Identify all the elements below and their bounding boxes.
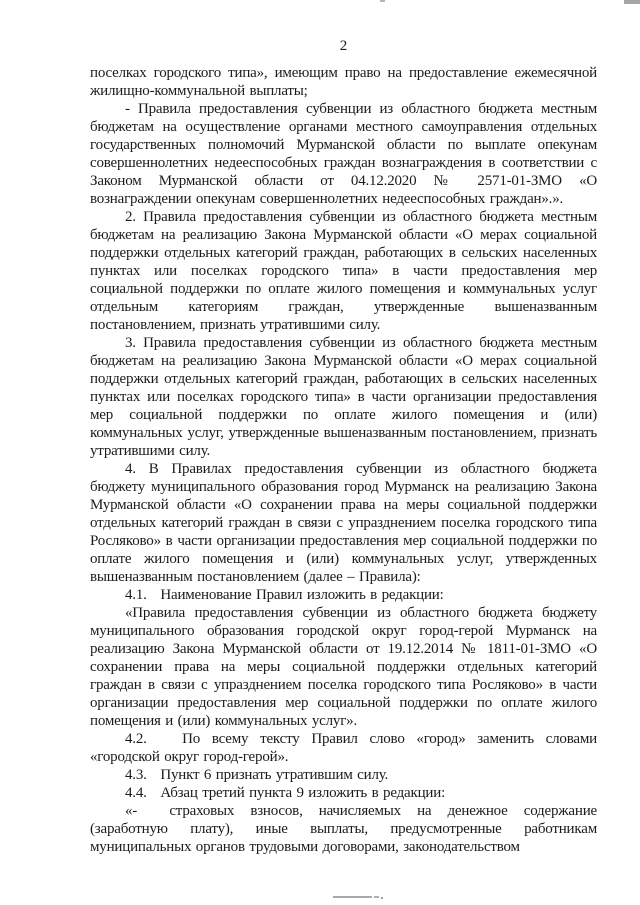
paragraph: 4.2. По всему тексту Правил слово «город» заменить словами «городской округ город-герой». <box>90 731 597 765</box>
paragraph: 3. Правила предоставления субвенции из областного бюджета местным бюджетам на реализацию Закона Мурманской области «О мерах социальной поддержки отдельных категорий граждан, работающих в сельских населенных пунктах или поселках городского типа» в части организации предоставления мер социальной поддержки по оплате жилого помещения и (или) коммунальных услуг, утвержденные вышеназванным постановлением, признать утратившими силу. <box>90 335 597 459</box>
scan-artifact-bottom-dash <box>374 896 379 898</box>
paragraph: 4.3. Пункт 6 признать утратившим силу. <box>125 767 389 783</box>
paragraph: - Правила предоставления субвенции из областного бюджета местным бюджетам на осуществление органами местного самоуправления отдельных государственных полномочий Мурманской области по выплате опекунам совершеннолетних недееспособных граждан вознаграждения в соответствии с Законом Мурманской области от 04.12.2020 № 2571-01-ЗМО «О вознаграждении опекунам совершеннолетних недееспособных граждан».». <box>90 101 597 207</box>
paragraph: 4.1. Наименование Правил изложить в редакции: <box>125 587 444 603</box>
scan-artifact-bottom-dot <box>381 897 383 899</box>
paragraph: 4. В Правилах предоставления субвенции из областного бюджета бюджету муниципального образования город Мурманск на реализацию Закона Мурманской области «О сохранении права на меры социальной поддержки отдельных категорий граждан в связи с упразднением поселка городского типа Росляково» в части организации предоставления мер социальной поддержки по оплате жилого помещения и (или) коммунальных услуг, утвержденных вышеназванным постановлением (далее – Правила): <box>90 461 597 585</box>
paragraph: «- страховых взносов, начисляемых на денежное содержание (заработную плату), иные выплаты, предусмотренные работникам муниципальных органов трудовыми договорами, законодательством <box>90 803 597 855</box>
page-number: 2 <box>339 38 348 54</box>
scan-artifact-bottom-line <box>333 896 372 898</box>
paragraph: 2. Правила предоставления субвенции из областного бюджета местным бюджетам на реализацию Закона Мурманской области «О мерах социальной поддержки отдельных категорий граждан, работающих в сельских населенных пунктах или поселках городского типа» в части предоставления мер социальной поддержки по оплате жилого помещения и коммунальных услуг отдельным категориям граждан, утвержденные вышеназванным постановлением, признать утратившими силу. <box>90 209 597 333</box>
paragraph: поселках городского типа», имеющим право на предоставление ежемесячной жилищно-коммунальной выплаты; <box>90 65 597 99</box>
scan-artifact-top-tick <box>380 0 385 2</box>
scan-artifact-top-right <box>624 0 640 4</box>
paragraph: «Правила предоставления субвенции из областного бюджета бюджету муниципального образования городской округ город-герой Мурманск на реализацию Закона Мурманской области от 19.12.2014 № 1811-01-ЗМО «О сохранении права на меры социальной поддержки отдельных категорий граждан в связи с упразднением поселка городского типа Росляково» в части организации предоставления мер социальной поддержки по оплате жилого помещения и (или) коммунальных услуг». <box>90 605 597 729</box>
document-body-text <box>90 64 597 856</box>
paragraph: 4.4. Абзац третий пункта 9 изложить в редакции: <box>125 785 446 801</box>
